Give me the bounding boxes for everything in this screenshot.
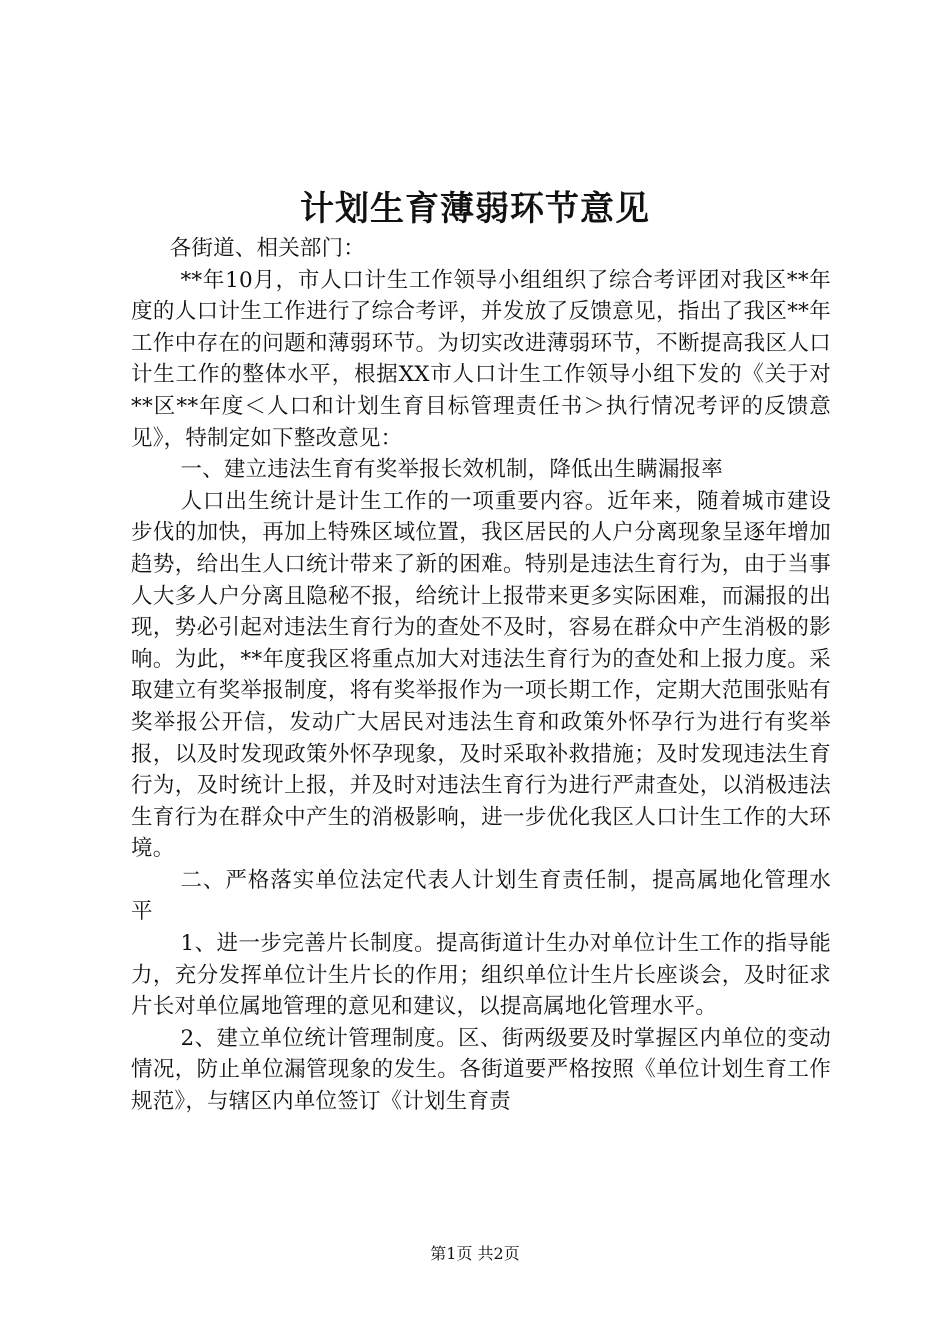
paragraph-item-1: 1、进一步完善片长制度。提高街道计生办对单位计生工作的指导能力，充分发挥单位计生片长的作用；组织单位计生片长座谈会，及时征求片长对单位属地管理的意见和建议，以提高属地化管理水平。 xyxy=(131,931,831,1020)
document-body xyxy=(131,233,831,1118)
salutation: 各街道、相关部门： xyxy=(169,236,365,261)
paragraph-intro: **年10月，市人口计生工作领导小组组织了综合考评团对我区**年度的人口计生工作进行了综合考评，并发放了反馈意见，指出了我区**年工作中存在的问题和薄弱环节。为切实改进薄弱环节，不断提高我区人口计生工作的整体水平，根据XX市人口计生工作领导小组下发的《关于对**区**年度＜人口和计划生育目标管理责任书＞执行情况考评的反馈意见》，特制定如下整改意见： xyxy=(131,267,831,451)
page-number-footer: 第1页 共2页 xyxy=(430,1244,520,1263)
section-heading-2: 二、严格落实单位法定代表人计划生育责任制，提高属地化管理水平 xyxy=(131,867,831,925)
page-title: 计划生育薄弱环节意见 xyxy=(300,189,650,229)
paragraph-section-1: 人口出生统计是计生工作的一项重要内容。近年来，随着城市建设步伐的加快，再加上特殊区域位置，我区居民的人户分离现象呈逐年增加趋势，给出生人口统计带来了新的困难。特别是违法生育行为，由于当事人大多人户分离且隐秘不报，给统计上报带来更多实际困难，而漏报的出现，势必引起对违法生育行为的查处不及时，容易在群众中产生消极的影响。为此，**年度我区将重点加大对违法生育行为的查处和上报力度。采取建立有奖举报制度，将有奖举报作为一项长期工作，定期大范围张贴有奖举报公开信，发动广大居民对违法生育和政策外怀孕行为进行有奖举报，以及时发现政策外怀孕现象，及时采取补救措施；及时发现违法生育行为，及时统计上报，并及时对违法生育行为进行严肃查处，以消极违法生育行为在群众中产生的消极影响，进一步优化我区人口计生工作的大环境。 xyxy=(131,488,831,862)
section-heading-1: 一、建立违法生育有奖举报长效机制，降低出生瞒漏报率 xyxy=(180,457,723,483)
paragraph-item-2: 2、建立单位统计管理制度。区、街两级要及时掌握区内单位的变动情况，防止单位漏管现象的发生。各街道要严格按照《单位计划生育工作规范》，与辖区内单位签订《计划生育责 xyxy=(131,1025,831,1115)
